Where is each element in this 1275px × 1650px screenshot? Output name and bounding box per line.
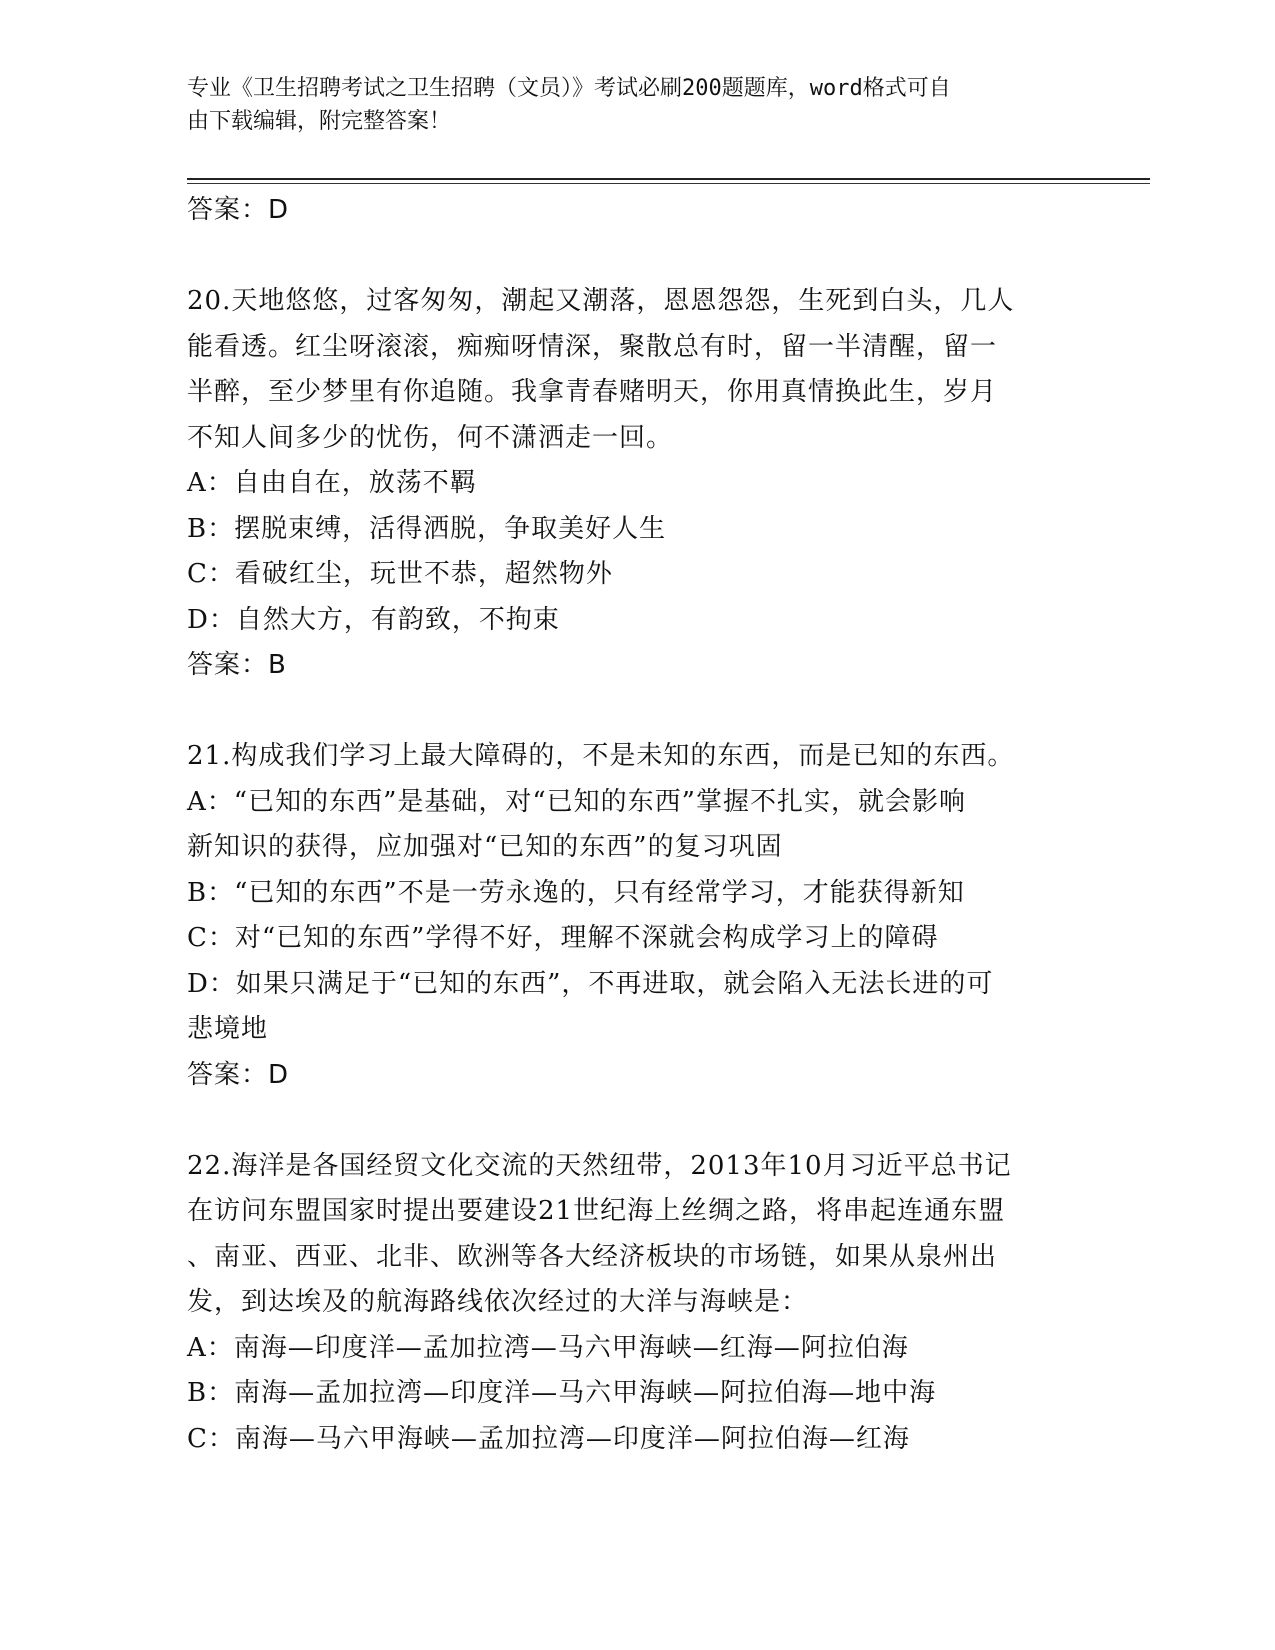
text-line: C：看破红尘，玩世不恭，超然物外 bbox=[187, 559, 613, 589]
header-line-1: 专业《卫生招聘考试之卫生招聘（文员）》考试必刷200题题库，word格式可自 bbox=[187, 76, 951, 101]
text-line: C：对“已知的东西”学得不好，理解不深就会构成学习上的障碍 bbox=[187, 923, 939, 953]
text-line: 、南亚、西亚、北非、欧洲等各大经济板块的市场链，如果从泉州出 bbox=[187, 1241, 998, 1272]
header-line-2: 由下载编辑，附完整答案！ bbox=[187, 109, 452, 134]
document-body bbox=[187, 188, 1067, 1462]
text-line: 22.海洋是各国经贸文化交流的天然纽带，2013年10月习近平总书记 bbox=[187, 1150, 1012, 1181]
text-line: 20.天地悠悠，过客匆匆，潮起又潮落，恩恩怨怨，生死到白头，几人 bbox=[187, 286, 1015, 316]
text-line: B：南海—孟加拉湾—印度洋—马六甲海峡—阿拉伯海—地中海 bbox=[187, 1378, 937, 1408]
text-line: B：“已知的东西”不是一劳永逸的，只有经常学习，才能获得新知 bbox=[187, 877, 965, 908]
header-divider-thin bbox=[187, 183, 1150, 184]
text-line: 不知人间多少的忧伤，何不潇洒走一回。 bbox=[187, 422, 674, 453]
paragraph-gap bbox=[187, 234, 1067, 280]
text-line: D：自然大方，有韵致，不拘束 bbox=[187, 604, 560, 635]
text-line: D：如果只满足于“已知的东西”，不再进取，就会陷入无法长进的可 bbox=[187, 968, 994, 999]
text-line: 悲境地 bbox=[187, 1014, 269, 1044]
answer-line: 答案：B bbox=[187, 650, 287, 680]
text-line: A：南海—印度洋—孟加拉湾—马六甲海峡—红海—阿拉伯海 bbox=[187, 1332, 909, 1363]
text-line: B：摆脱束缚，活得洒脱，争取美好人生 bbox=[187, 513, 667, 544]
header-divider-thick bbox=[187, 178, 1150, 180]
text-line: 发，到达埃及的航海路线依次经过的大洋与海峡是： bbox=[187, 1287, 809, 1317]
text-line: 在访问东盟国家时提出要建设21世纪海上丝绸之路，将串起连通东盟 bbox=[187, 1196, 1006, 1226]
text-line: A：自由自在，放荡不羁 bbox=[187, 468, 477, 498]
paragraph-gap bbox=[187, 689, 1067, 735]
paragraph-gap bbox=[187, 1098, 1067, 1144]
text-line: C：南海—马六甲海峡—孟加拉湾—印度洋—阿拉伯海—红海 bbox=[187, 1423, 910, 1454]
text-line: 能看透。红尘呀滚滚，痴痴呀情深，聚散总有时，留一半清醒，留一 bbox=[187, 331, 998, 362]
text-line: 新知识的获得，应加强对“已知的东西”的复习巩固 bbox=[187, 832, 783, 862]
text-line: 21.构成我们学习上最大障碍的，不是未知的东西，而是已知的东西。 bbox=[187, 741, 1015, 771]
answer-line: 答案：D bbox=[187, 1059, 290, 1090]
text-line: A：“已知的东西”是基础，对“已知的东西”掌握不扎实，就会影响 bbox=[187, 786, 966, 817]
text-line: 半醉，至少梦里有你追随。我拿青春赌明天，你用真情换此生，岁月 bbox=[187, 377, 998, 407]
answer-line: 答案：D bbox=[187, 195, 290, 225]
document-header bbox=[187, 72, 1067, 138]
